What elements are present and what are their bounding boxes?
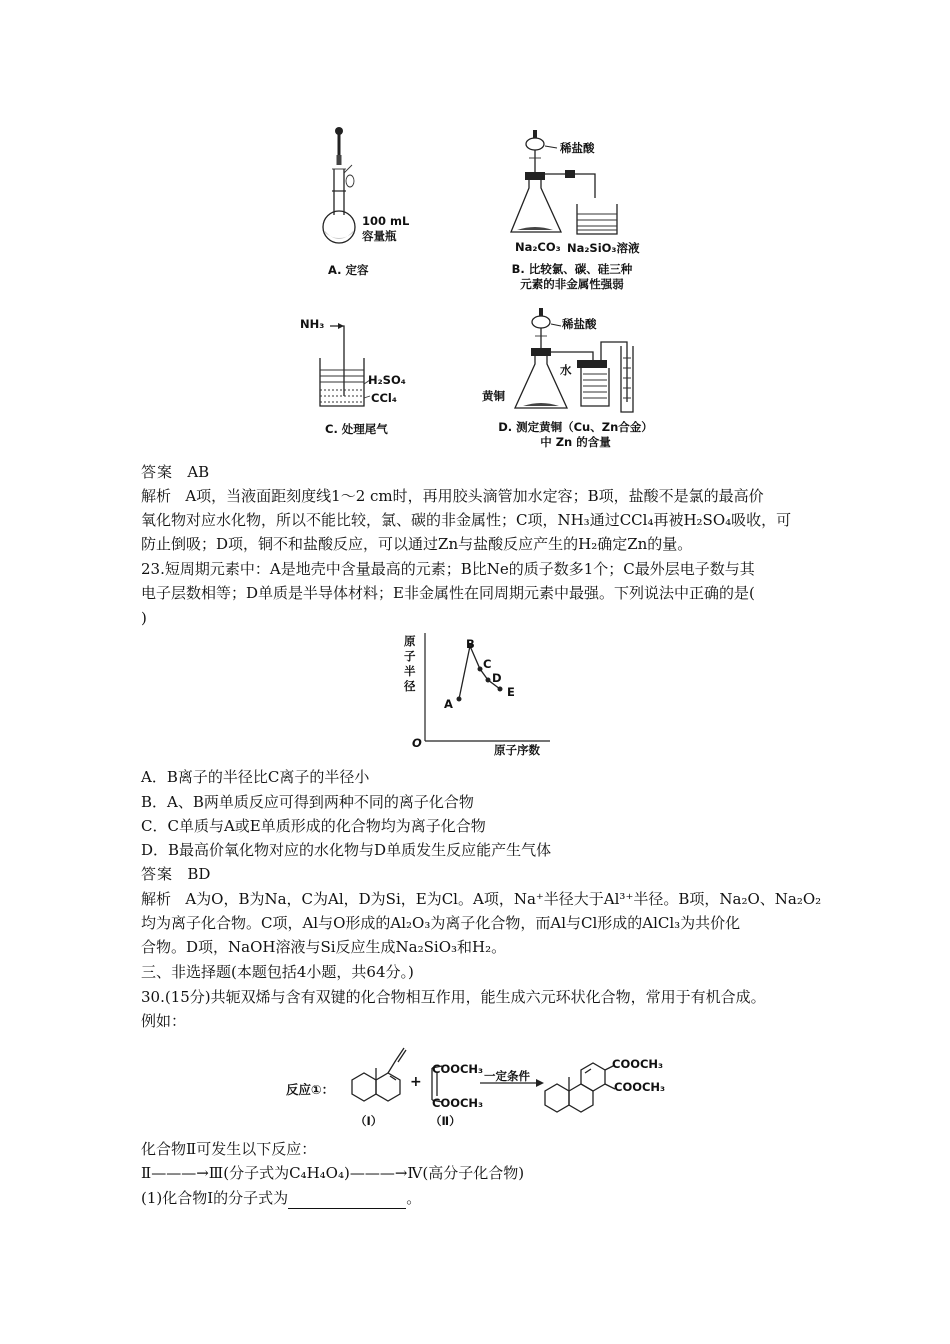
water-label: 水 xyxy=(560,363,572,377)
q22-analysis-line-2: 氧化物对应水化物，所以不能比较，氯、碳的非金属性；C项，NH₃通过CCl₄再被H₂SO₄吸收，可 xyxy=(141,511,792,529)
q23-option-a: A．B离子的半径比C离子的半径小 xyxy=(141,768,370,786)
section-heading: 三、非选择题(本题包括4小题，共64分。) xyxy=(141,963,414,981)
q23-option-c: C．C单质与A或E单质形成的化合物均为离子化合物 xyxy=(141,817,486,835)
origin-label: O xyxy=(412,736,422,750)
q23-option-b: B．A、B两单质反应可得到两种不同的离子化合物 xyxy=(141,793,474,811)
caption-a: A. 定容 xyxy=(328,263,369,277)
caption-c: C. 处理尾气 xyxy=(325,422,388,436)
answer-value: BD xyxy=(187,865,211,883)
na2sio3-label: Na₂SiO₃溶液 xyxy=(567,241,640,255)
group-ii-upper: COOCH₃ xyxy=(432,1062,484,1076)
na2co3-label: Na₂CO₃ xyxy=(515,240,561,254)
acid-label-d: 稀盐酸 xyxy=(562,317,597,331)
caption-b: B. 比较氯、碳、硅三种 元素的非金属性强弱 xyxy=(511,262,633,291)
plus-sign: + xyxy=(410,1074,422,1090)
answer-blank[interactable] xyxy=(288,1193,406,1209)
point-c xyxy=(478,667,483,672)
product-group-upper: COOCH₃ xyxy=(612,1057,664,1071)
flask-a-drawing xyxy=(300,125,370,250)
q23-analysis-line-1 xyxy=(141,888,821,910)
q22-analysis-line-1 xyxy=(141,485,764,507)
brass-label: 黄铜 xyxy=(482,389,505,403)
y-axis-label-4: 径 xyxy=(404,679,416,693)
point-label-e: E xyxy=(507,685,515,699)
caption-d: D. 测定黄铜（Cu、Zn合金） 中 Zn 的含量 xyxy=(498,420,653,449)
analysis-key: 解析 xyxy=(141,487,172,505)
nh3-label: NH₃ xyxy=(300,317,325,331)
product-group-lower: COOCH₃ xyxy=(614,1080,666,1094)
q23-analysis-line-2: 均为离子化合物。C项，Al与O形成的Al₂O₃为离子化合物，而Al与Cl形成的AlCl₃为共价化 xyxy=(141,914,741,932)
q30-follow-line-2: Ⅱ———→Ⅲ(分子式为C₄H₄O₄)———→Ⅳ(高分子化合物) xyxy=(141,1164,525,1182)
compound-ii-label: （Ⅱ） xyxy=(430,1114,461,1128)
analysis-key: 解析 xyxy=(141,890,172,908)
ccl4-label: CCl₄ xyxy=(371,391,397,405)
q23-analysis-line-3: 合物。D项，NaOH溶液与Si反应生成Na₂SiO₃和H₂。 xyxy=(141,938,507,956)
answer-value: AB xyxy=(187,463,210,481)
q22-answer xyxy=(141,461,209,483)
q23-answer xyxy=(141,863,210,885)
x-axis-label: 原子序数 xyxy=(494,743,540,757)
analysis-text: A为O，B为Na，C为Al，D为Si，E为Cl。A项，Na⁺半径大于Al³⁺半径。B项，Na₂O、Na₂O₂ xyxy=(185,890,822,908)
point-label-c: C xyxy=(483,657,492,671)
compound-i-label: （Ⅰ） xyxy=(355,1114,383,1128)
q30-stem-line-1: 30.(15分)共轭双烯与含有双键的化合物相互作用，能生成六元环状化合物，常用于有机合成。 xyxy=(141,988,766,1006)
h2so4-label: H₂SO₄ xyxy=(368,373,406,387)
q22-analysis-line-3: 防止倒吸；D项，铜不和盐酸反应，可以通过Zn与盐酸反应产生的H₂确定Zn的量。 xyxy=(141,535,693,553)
point-e xyxy=(498,687,503,692)
q23-stem-line-3: ) xyxy=(141,609,147,627)
answer-key: 答案 xyxy=(141,463,174,481)
group-ii-lower: COOCH₃ xyxy=(432,1096,484,1110)
y-axis-label-1: 原 xyxy=(404,634,416,648)
point-label-b: B xyxy=(466,637,475,651)
apparatus-c-drawing xyxy=(300,318,380,413)
point-a xyxy=(457,697,462,702)
question-end: 。 xyxy=(406,1189,422,1207)
acid-label-b: 稀盐酸 xyxy=(560,141,595,155)
q30-question-1 xyxy=(141,1187,421,1209)
reaction-label: 反应①： xyxy=(286,1082,335,1097)
compound-i-structure xyxy=(338,1040,408,1115)
question-text: (1)化合物Ⅰ的分子式为 xyxy=(141,1189,289,1207)
flask-a-label: 100 mL 容量瓶 xyxy=(362,214,410,243)
q23-stem-line-2: 电子层数相等；D单质是半导体材料；E非金属性在同周期元素中最强。下列说法中正确的是( xyxy=(141,584,755,602)
q30-stem-line-2: 例如： xyxy=(141,1012,187,1030)
point-label-a: A xyxy=(444,697,453,711)
q23-option-d: D．B最高价氧化物对应的水化物与D单质发生反应能产生气体 xyxy=(141,841,552,859)
y-axis-label-3: 半 xyxy=(404,664,416,678)
q30-follow-line-1: 化合物Ⅱ可发生以下反应： xyxy=(141,1140,317,1158)
q23-stem-line-1: 23.短周期元素中：A是地壳中含量最高的元素；B比Ne的质子数多1个；C最外层电子数与其 xyxy=(141,560,755,578)
reaction-condition: 一定条件 xyxy=(484,1069,530,1083)
analysis-text: A项，当液面距刻度线1～2 cm时，再用胶头滴管加水定容；B项，盐酸不是氯的最高价 xyxy=(185,487,764,505)
y-axis-label-2: 子 xyxy=(404,649,416,663)
point-label-d: D xyxy=(492,671,502,685)
point-d xyxy=(486,678,491,683)
answer-key: 答案 xyxy=(141,865,174,883)
